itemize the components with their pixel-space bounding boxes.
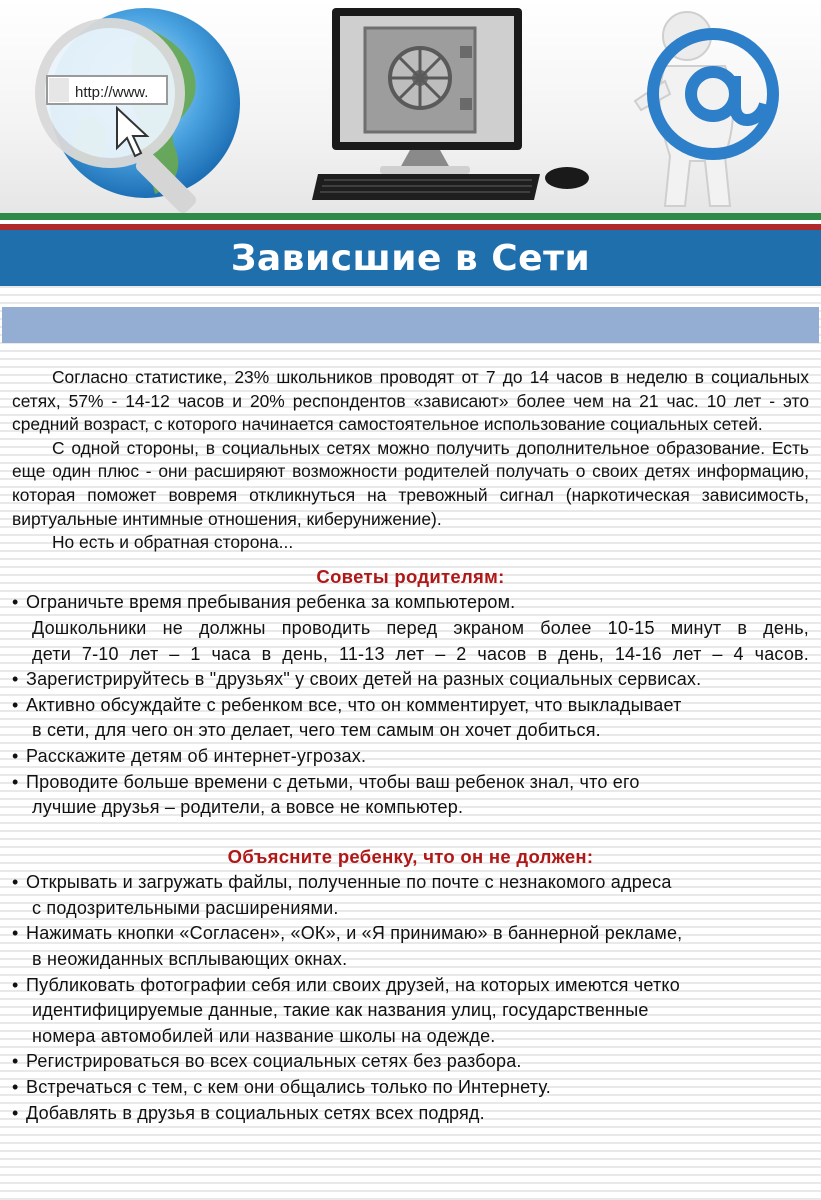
address-bar-text: http://www. [75,84,149,101]
list-item [12,973,809,1050]
list-item [12,770,809,821]
header-banner [0,0,821,215]
list-item-text: Активно обсуждайте с ребенком все, что он комментирует, что выкладывает [26,694,682,715]
list-item-continuation: лучшие друзья – родители, а вовсе не компьютер. [32,797,464,818]
parents-tips-title: Советы родителям: [316,565,505,587]
list-item-continuation: дети 7-10 лет – 1 часа в день, 11-13 лет – 2 часов в день, 14-16 лет – 4 часов. [32,643,809,664]
list-item-text: Публиковать фотографии себя или своих друзей, на которых имеются четко [26,974,680,995]
list-item-continuation: номера автомобилей или название школы на одежде. [32,1025,496,1046]
green-stripe [0,213,821,220]
title-bar [0,230,821,286]
computer-vault-illustration [310,6,600,211]
page-title: Зависшие в Сети [230,237,591,279]
child-rules-title: Объясните ребенку, что он не должен: [227,845,594,867]
list-item [12,1101,809,1127]
list-item [12,1075,809,1101]
intro-paragraph: Согласно статистике, 23% школьников проводят от 7 до 14 часов в неделю в социальных сетях, 57% - 14-12 часов и 20% респондентов «зависают» более чем на 21 час. 10 лет - это средний возраст, с которого начинается самостоятельное использование социальных сетей. [12,367,809,435]
list-item-text: Ограничьте время пребывания ребенка за компьютером. [26,592,516,613]
list-item-text: Нажимать кнопки «Согласен», «ОК», и «Я принимаю» в баннерной рекламе, [26,923,683,944]
list-item-text: Расскажите детям об интернет-угрозах. [26,745,367,766]
list-item-continuation: в сети, для чего он это делает, чего тем самым он хочет добиться. [32,720,601,741]
list-item [12,1049,809,1075]
list-item-text: Открывать и загружать файлы, полученные по почте с незнакомого адреса [26,872,672,893]
list-item [12,744,809,770]
list-item [12,870,809,921]
child-rules-list [12,870,809,1126]
list-item-text: Проводите больше времени с детьми, чтобы ваш ребенок знал, что его [26,771,640,792]
list-item-continuation: в неожиданных всплывающих окнах. [32,949,348,970]
content [12,366,809,1126]
intro-paragraph: С одной стороны, в социальных сетях можно получить дополнительное образование. Есть еще один плюс - они расширяют возможности родителей получать о своих детях информацию, которая поможет вовремя откликнуться на тревожный сигнал (наркотическая зависимость, виртуальные интимные отношения, киберунижение). [12,437,809,529]
list-item-continuation: идентифицируемые данные, такие как названия улиц, государственные [32,1000,649,1021]
list-item-text: Регистрироваться во всех социальных сетях без разбора. [26,1051,522,1072]
list-item [12,693,809,744]
list-item-continuation: Дошкольники не должны проводить перед экраном более 10-15 минут в день, [32,617,809,638]
at-sign-man-illustration [625,6,800,211]
intro-paragraph: Но есть и обратная сторона... [52,532,294,553]
decorative-blue-band [2,307,819,343]
globe-magnifier-illustration [25,8,265,213]
list-item [12,667,809,693]
list-item [12,590,809,667]
list-item-text: Зарегистрируйтесь в "друзьях" у своих детей на разных социальных сервисах. [26,669,702,690]
parents-tips-list [12,590,809,820]
list-item [12,921,809,972]
list-item-text: Добавлять в друзья в социальных сетях всех подряд. [26,1102,485,1123]
list-item-continuation: с подозрительными расширениями. [32,897,339,918]
list-item-text: Встречаться с тем, с кем они общались только по Интернету. [26,1077,551,1098]
